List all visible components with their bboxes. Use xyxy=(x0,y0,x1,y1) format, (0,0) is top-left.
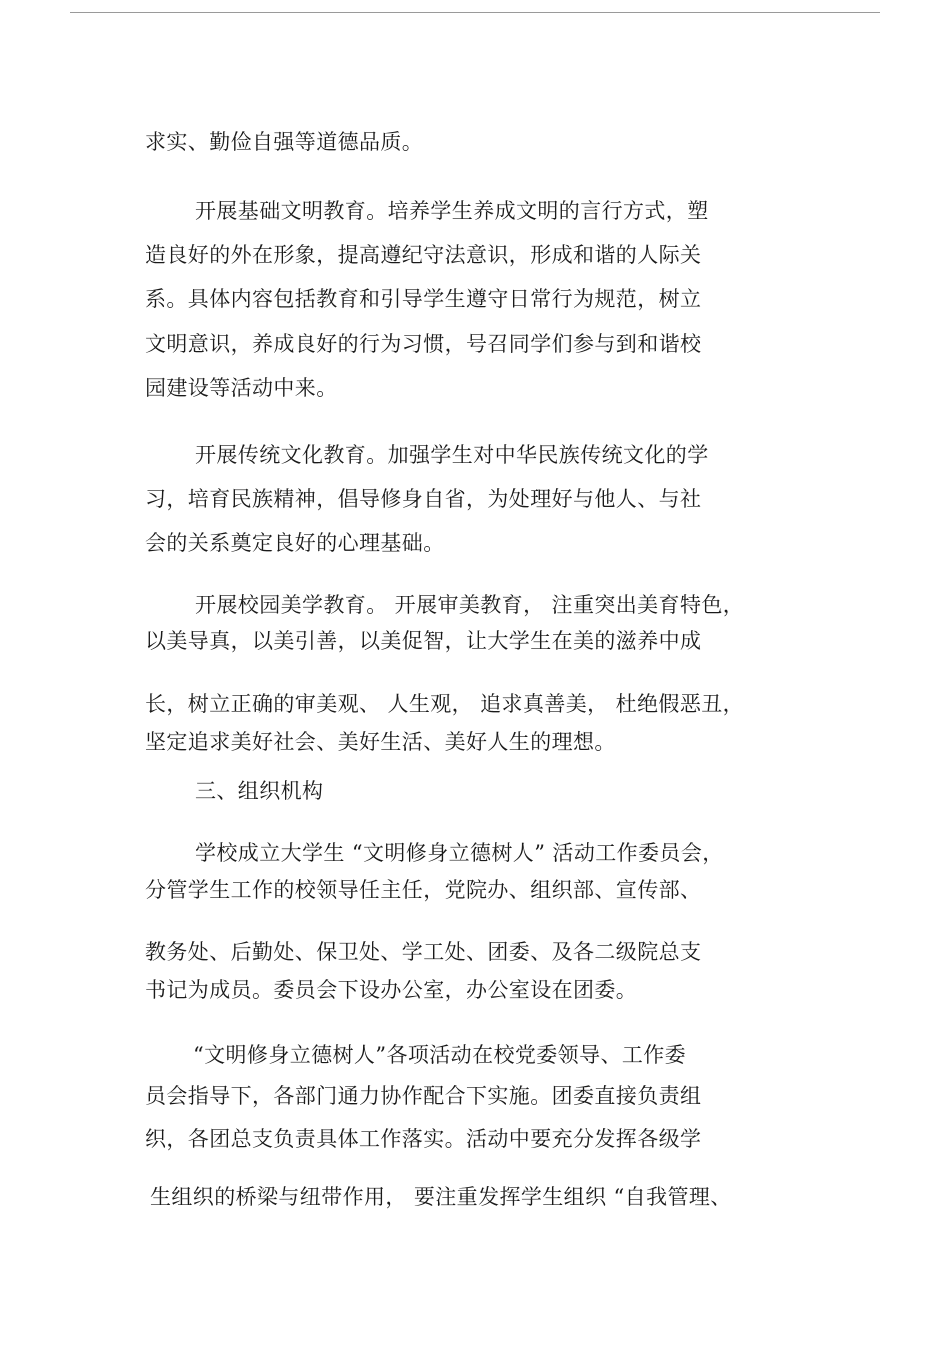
section-heading: 三、组织机构 xyxy=(195,779,324,803)
text-line: 学校成立大学生 “文明修身立德树人” 活动工作委员会， xyxy=(195,841,724,865)
text-line: 开展校园美学教育。 开展审美教育， 注重突出美育特色， xyxy=(195,593,745,617)
header-rule xyxy=(70,12,880,13)
text-line: 生组织的桥梁与纽带作用， 要注重发挥学生组织 “自我管理、 xyxy=(150,1185,732,1209)
text-line: 教务处、后勤处、保卫处、学工处、团委、及各二级院总支 xyxy=(145,940,702,964)
text-line: 织，各团总支负责具体工作落实。活动中要充分发挥各级学 xyxy=(145,1127,702,1151)
text-line: 求实、勤俭自强等道德品质。 xyxy=(145,130,424,154)
text-line: 造良好的外在形象，提高遵纪守法意识，形成和谐的人际关 xyxy=(145,243,702,267)
text-line: 以美导真，以美引善，以美促智，让大学生在美的滋养中成 xyxy=(145,629,702,653)
text-line: “文明修身立德树人”各项活动在校党委领导、工作委 xyxy=(193,1043,687,1067)
text-line: 文明意识，养成良好的行为习惯，号召同学们参与到和谐校 xyxy=(145,332,702,356)
text-line: 分管学生工作的校领导任主任，党院办、组织部、宣传部、 xyxy=(145,878,702,902)
text-line: 系。具体内容包括教育和引导学生遵守日常行为规范，树立 xyxy=(145,287,702,311)
text-line: 开展传统文化教育。加强学生对中华民族传统文化的学 xyxy=(195,443,709,467)
text-line: 开展基础文明教育。培养学生养成文明的言行方式，塑 xyxy=(195,199,709,223)
text-line: 坚定追求美好社会、美好生活、美好人生的理想。 xyxy=(145,730,616,754)
text-line: 习，培育民族精神，倡导修身自省，为处理好与他人、与社 xyxy=(145,487,702,511)
text-line: 长，树立正确的审美观、 人生观， 追求真善美， 杜绝假恶丑， xyxy=(145,692,745,716)
text-line: 园建设等活动中来。 xyxy=(145,376,338,400)
text-line: 书记为成员。委员会下设办公室，办公室设在团委。 xyxy=(145,978,638,1002)
text-line: 员会指导下，各部门通力协作配合下实施。团委直接负责组 xyxy=(145,1084,702,1108)
text-line: 会的关系奠定良好的心理基础。 xyxy=(145,531,445,555)
